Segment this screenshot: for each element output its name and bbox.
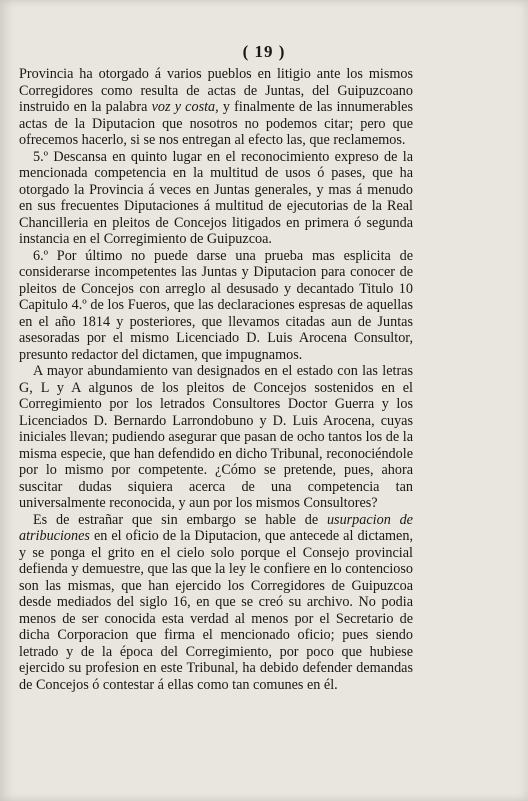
- italic-text-run: voz y costa: [151, 99, 216, 115]
- paragraph: [19, 248, 413, 364]
- text-run: , y finalmente de las innumerables actas de la Diputacion que nosotros no podemos citar; pero que ofrecemos hacerlo, si se nos entregan al efecto las, que reclamemos.: [19, 99, 413, 148]
- text-run: 5.º Descansa en quinto lugar en el reconocimiento expreso de la mencionada competencia en la multitud de usos ó pases, que ha otorgado la Provincia á veces en Juntas generales, y mas á menudo en sus frecuentes Diputaciones á multitud de ejecutorias de la Real Chancilleria en pleitos de Concejos litigados en primera ó segunda instancia en el Corregimiento de Guipuzcoa.: [19, 148, 413, 247]
- body-text: [19, 66, 413, 693]
- italic-text-run: usurpacion de atribuciones: [19, 511, 413, 544]
- page-number: ( 19 ): [242, 42, 286, 61]
- text-run: 6.º Por último no puede darse una prueba mas esplicita de considerarse incompetentes las Juntas y Diputacion para conocer de pleitos de Concejos con arreglo al desusado y decantado Titulo 10 Capitulo 4.º de los Fueros, que las declaraciones espresas de aquellas en el año 1814 y posteriores, que llevamos citadas aun de Juntas asesoradas por el mismo Licenciado D. Luis Arocena Consultor, presunto redactor del dictamen, que impugnamos.: [19, 247, 413, 363]
- text-run: A mayor abundamiento van designados en el estado con las letras G, L y A algunos de los pleitos de Concejos sostenidos en el Corregimiento por los letrados Consultores Doctor Guerra y los Licenciados D. Bernardo Larrondobuno y D. Luis Arocena, cuyas iniciales llevan; pudiendo asegurar que pasan de ocho tantos los de la misma especie, que han defendido en dicho Tribunal, reconociéndole por lo mismo por competente. ¿Cómo se pretende, pues, ahora suscitar dudas siquiera acerca de una competencia tan universalmente reconocida, y aun por los mismos Consultores?: [19, 363, 413, 511]
- text-run: Provincia ha otorgado á varios pueblos en litigio ante los mismos Corregidores como resulta de actas de Juntas, del Guipuzcoano instruido en la palabra: [19, 66, 413, 115]
- paragraph: [19, 149, 413, 248]
- paragraph: [19, 512, 413, 694]
- paragraph: [19, 363, 413, 512]
- text-run: en el oficio de la Diputacion, que antecede al dictamen, y se ponga el grito en el cielo solo porque el Consejo provincial defienda y demuestre, que las que la ley le confiere en lo contencioso son las mismas, que han ejercido los Corregidores de Guipuzcoa desde mediados del siglo 16, en que se creó su archivo. No podia menos de ser conocida esta verdad al menos por el Secretario de dicha Corporacion que firma el mencionado oficio; pues siendo letrado y de la época del Corregimiento, por poco que hubiese ejercido su profesion en este Tribunal, ha debido defender demandas de Concejos ó contestar á ellas como tan comunes en él.: [19, 528, 413, 693]
- text-run: Es de estrañar que sin embargo se hable de: [33, 511, 327, 528]
- paragraph: [19, 66, 413, 149]
